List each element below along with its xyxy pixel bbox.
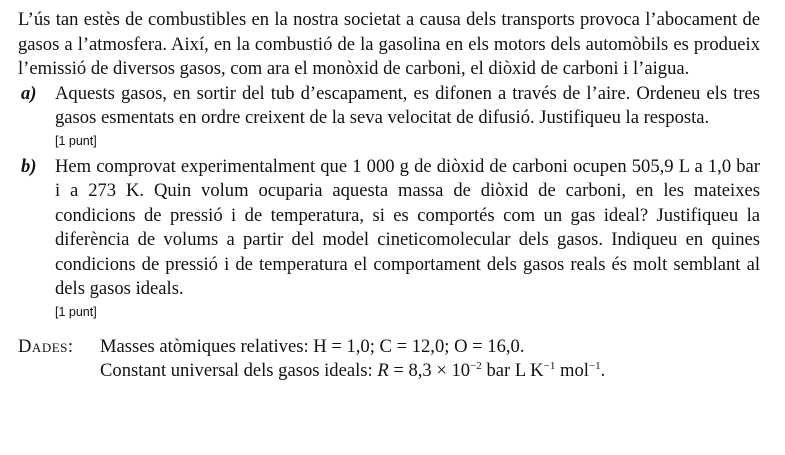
mol-exponent: −1 xyxy=(588,360,601,372)
atomic-masses: Masses atòmiques relatives: H = 1,0; C = 12,0; O = 16,0. xyxy=(100,335,525,357)
gas-constant-unit-1: bar L K xyxy=(481,360,544,381)
gas-constant-end: . xyxy=(600,360,606,381)
intro-paragraph: L’ús tan estès de combustibles en la nostra societat a causa dels transports provoca l’abocament de gasos a l’atmosfera. Així, en la combustió de la gasolina en els motors dels automòbils es produeix l’emissió de diversos gasos, com ara el monòxid de carboni, el diòxid de carboni i l’aigua. xyxy=(18,9,760,79)
question-a-label: a) xyxy=(21,82,37,104)
gas-constant-exponent: −2 xyxy=(470,360,482,372)
exam-question xyxy=(18,8,760,384)
data-section xyxy=(18,335,760,384)
question-b-points: [1 punt] xyxy=(55,304,97,319)
gas-constant-unit-2: mol xyxy=(555,360,589,381)
question-a-points: [1 punt] xyxy=(55,133,97,148)
question-b xyxy=(18,155,760,321)
data-heading: Dades: xyxy=(18,335,74,357)
question-b-text: Hem comprovat experimentalment que 1 000 g de diòxid de carboni ocupen 505,9 L a 1,0 bar i a 273 K. Quin volum ocuparia aquesta massa de diòxid de carboni, en les mateixes condicions de pressió i de temperatura, si es comportés com un gas ideal? Justifiqueu la diferència de volums a partir del model cineticomolecular dels gasos. Indiqueu en quines condicions de pressió i de temperatura el comportament dels gasos reals és molt semblant al dels gasos ideals. xyxy=(55,155,760,299)
gas-constant xyxy=(100,359,760,384)
kelvin-exponent: −1 xyxy=(543,360,556,372)
question-a xyxy=(18,82,760,150)
question-a-text: Aquests gasos, en sortir del tub d’escapament, es difonen a través de l’aire. Ordeneu els tres gasos esmentats en ordre creixent de la seva velocitat de difusió. Justifiqueu la resposta. xyxy=(55,82,760,128)
gas-constant-value: = 8,3 × 10 xyxy=(388,360,471,381)
question-b-label: b) xyxy=(21,155,37,177)
gas-constant-symbol: R xyxy=(377,360,389,381)
gas-constant-prefix: Constant universal dels gasos ideals: xyxy=(100,360,378,381)
